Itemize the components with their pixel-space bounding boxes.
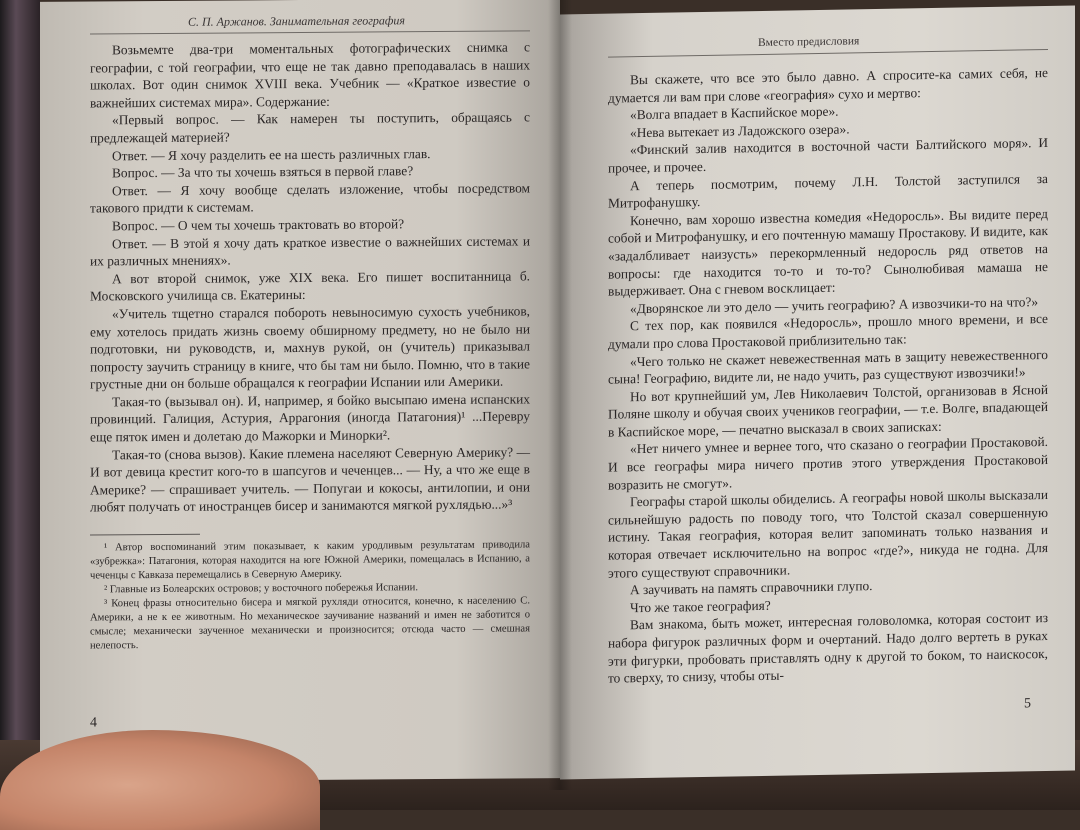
paragraph: «Финский залив находится в восточной части Балтийского моря». И прочее, и прочее. — [608, 135, 1048, 176]
paragraph: Такая-то (вызывал он). И, например, я бойко высыпаю имена испанских провинций. Галиция, Астурия, Аррагония (иногда Патагония)¹ ...Перевру еще пяток имен и долетаю до Мажорки и Минорки². — [90, 391, 530, 445]
paragraph: А теперь посмотрим, почему Л.Н. Толстой заступился за Митрофанушку. — [608, 170, 1048, 211]
left-header-rule — [90, 30, 530, 34]
right-running-head: Вместо предисловия — [758, 35, 860, 50]
paragraph: Вопрос. — О чем ты хочешь трактовать во второй? — [112, 216, 405, 234]
footnote-rule — [90, 534, 200, 536]
left-page — [40, 0, 560, 782]
paragraph: Ответ. — В этой я хочу дать краткое известие о важнейших системах и их различных мнениях». — [90, 232, 530, 269]
paragraph: «Дворянское ли это дело — учить географию? А извозчики-то на что?» — [630, 293, 1039, 316]
left-page-body — [90, 38, 530, 653]
paragraph: «Учитель тщетно старался побороть невыносимую сухость учебников, ему хотелось придать жизнь своему обширному предмету, но не было ни подготовки, ни руководств, и, махнув рукой, он (учитель) приказывал попросту заучить страницу в книге, что бы там ни было. Помню, что в такие грустные дни он больше обращался к географии Испании или Америки. — [90, 303, 530, 392]
paragraph: А заучивать на память справочники глупо. — [630, 578, 873, 598]
paragraph: «Первый вопрос. — Как намерен ты поступить, обращаясь с предлежащей материей? — [90, 109, 530, 146]
paragraph: Конечно, вам хорошо известна комедия «Недоросль». Вы видите перед собой и Митрофанушку, и его почтенную мамашу Простакову. И видите, как «задалбливает наизусть» перекормленный недоросль ряд ответов на вопросы: где находится то-то и то-то? Сынолюбивая мамаша не выдерживает. Она с гневом восклицает: — [608, 205, 1048, 299]
left-page-number: 4 — [90, 715, 97, 731]
right-page-number: 5 — [1024, 696, 1031, 712]
paragraph: «Чего только не скажет невежественная мать в защиту невежественного сына! Географию, видите ли, не надо учить, раз существуют извозчики!» — [608, 346, 1048, 387]
paragraph: Географы старой школы обиделись. А географы новой школы высказали сильнейшую радость по поводу того, что Толстой сказал совершенную истину. Такая география, которая велит запоминать только названия и которая отвечает исключительно на вопрос «где?», никуда не годна. Для этого существуют справочники. — [608, 487, 1048, 581]
paragraph: Что же такое география? — [630, 597, 771, 616]
left-running-head: С. П. Аржанов. Занимательная география — [188, 13, 405, 29]
paragraph: А вот второй снимок, уже XIX века. Его пишет воспитанница б. Московского училища св. Екатерины: — [90, 268, 530, 304]
paragraph: Ответ. — Я хочу вообще сделать изложение, чтобы посредством такового придти к системам. — [90, 180, 530, 216]
paragraph: Такая-то (снова вызов). Какие племена населяют Северную Америку? — И вот девица крестит кого-то в шапсугов и чеченцев... — Ну, а что же еще в Америке? — спрашивает учитель. — Попугаи и кокосы, антилопии, и они любят получать от иностранцев бисер и занимаются мягкой рухлядью...»³ — [90, 444, 530, 515]
paragraph: «Волга впадает в Каспийское море». — [630, 103, 839, 123]
paragraph: Вам знакома, быть может, интересная головоломка, которая состоит из набора фигурок различных форм и очертаний. Надо долго вертеть в руках эти фигурки, пробовать приставлять одну к другой то боком, то наискосок, то сверху, то снизу, чтобы оты- — [608, 610, 1048, 686]
footnote: ³ Конец фразы относительно бисера и мягкой рухляди относится, конечно, к населению С. Америки, а не к ее животным. Но механическое заучивание названий и имен не заботится о смысле; механически заученное механически и произносится; отсюда часто — смешная нелепость. — [90, 595, 530, 652]
paragraph: Ответ. — Я хочу разделить ее на шесть различных глав. — [112, 145, 431, 163]
paragraph: «Нет ничего умнее и вернее того, что сказано о географии Простаковой. И все географы мира ничего против этого утверждения Простаковой возразить не смогут». — [608, 434, 1048, 493]
right-page — [560, 6, 1075, 780]
footnote: ¹ Автор воспоминаний этим показывает, к каким уродливым результатам приводила «зубрежка»: Патагония, которая находится на юге Южной Америки, помещалась в Испанию, а чеченцы с Кавказа перемещались в Северную Америку. — [90, 539, 530, 582]
right-page-body — [608, 64, 1048, 687]
paragraph: Вы скажете, что все это было давно. А спросите-ка самих себя, не думается ли вам при слове «география» сухо и мертво: — [608, 64, 1048, 106]
book-gutter-shadow — [548, 0, 572, 790]
footnote: ² Главные из Болеарских островов; у восточного побережья Испании. — [104, 582, 418, 596]
footnotes — [90, 538, 530, 653]
paragraph: «Нева вытекает из Ладожского озера». — [630, 121, 850, 141]
right-header-rule — [608, 49, 1048, 58]
background-left-edge — [0, 0, 40, 810]
paragraph: С тех пор, как появился «Недоросль», прошло много времени, и все думали про слова Простаковой приблизительно так: — [608, 311, 1048, 352]
paragraph: Возьмемте два-три моментальных фотографических снимка с географии, с той географии, что еще не так давно преподавалась в наших школах. Вот один снимок XVIII века. Учебник — «Краткое известие о важнейших системах мира». Содержание: — [90, 39, 530, 111]
paragraph: Но вот крупнейший ум, Лев Николаевич Толстой, организовав в Ясной Поляне школу и обучая своих учеников географии, — т.е. Волге, впадающей в Каспийское море, — печатно высказал в своих записках: — [608, 381, 1048, 440]
paragraph: Вопрос. — За что ты хочешь взяться в первой главе? — [112, 163, 414, 181]
